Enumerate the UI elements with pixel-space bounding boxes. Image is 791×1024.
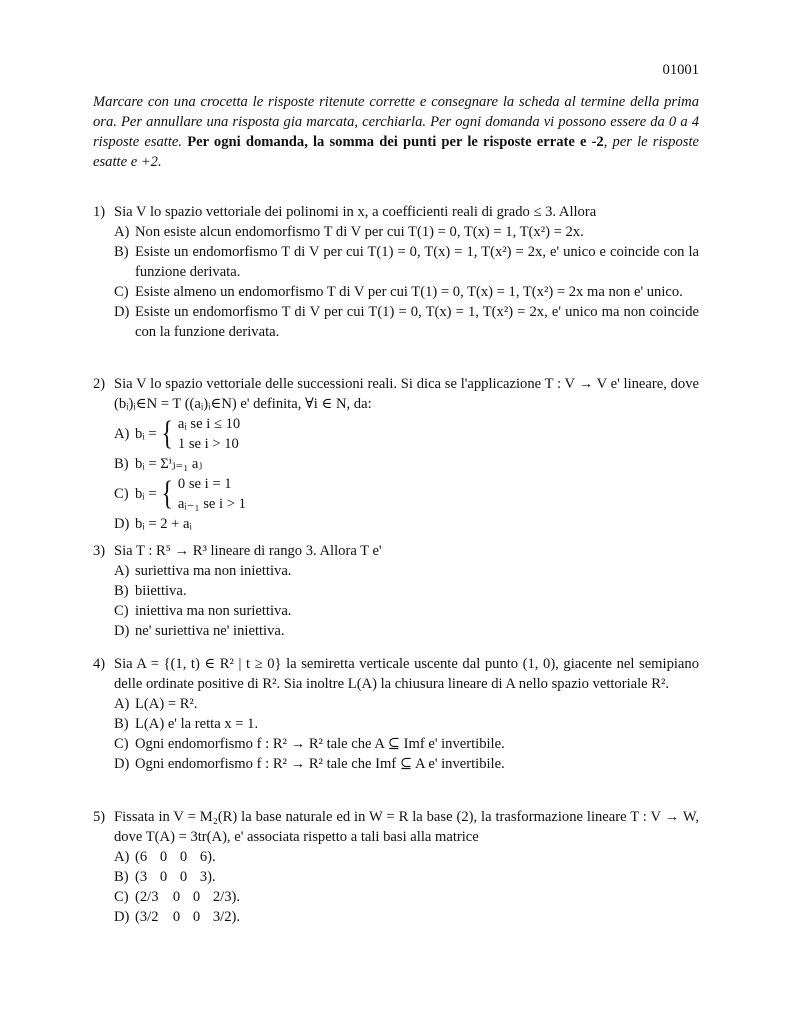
- option-text: ne' suriettiva ne' iniettiva.: [135, 623, 285, 639]
- row-matrix: (3/2 0 0 3/2).: [135, 909, 241, 925]
- matrix-cell: 0: [192, 909, 201, 925]
- period: .: [236, 889, 241, 905]
- matrix-cell: 0: [192, 889, 201, 905]
- question-number: 2): [93, 376, 106, 392]
- question-1: [93, 202, 699, 342]
- option-lhs: bᵢ =: [135, 426, 157, 442]
- question-stem: Sia V lo spazio vettoriale dei polinomi in x, a coefficienti reali di grado ≤ 3. Allora: [114, 204, 597, 220]
- option-label: A): [114, 426, 130, 442]
- case-2: 1 se i > 10: [177, 436, 239, 452]
- matrix-cell: 0: [179, 869, 188, 885]
- option-text: bᵢ = 2 + aᵢ: [135, 516, 192, 532]
- matrix-cell: 3/2: [139, 909, 159, 925]
- option-label: C): [114, 603, 129, 619]
- instructions-italic: Marcare con una crocetta le risposte ritenute corrette e consegnare la scheda al termine della prima ora. Per annullare una risposta gia marcata, cerchiarla. Per ogni domanda vi possono essere da 0 a 4 risposte esatte.: [93, 94, 699, 150]
- option-label: B): [114, 244, 129, 260]
- option-a[interactable]: [93, 561, 699, 581]
- option-a[interactable]: [93, 694, 699, 714]
- option-text: Non esiste alcun endomorfismo T di V per cui T(1) = 0, T(x) = 1, T(x²) = 2x.: [135, 224, 584, 240]
- matrix-cell: 2/3: [212, 889, 232, 905]
- option-label: A): [114, 696, 130, 712]
- option-b[interactable]: [93, 867, 699, 887]
- question-4: [93, 654, 699, 774]
- option-b[interactable]: [93, 581, 699, 601]
- option-label: A): [114, 849, 130, 865]
- option-d[interactable]: [93, 754, 699, 774]
- question-5: [93, 807, 699, 927]
- matrix-cell: 2/3: [139, 889, 159, 905]
- option-a[interactable]: [93, 222, 699, 242]
- option-label: D): [114, 516, 130, 532]
- option-b[interactable]: [93, 714, 699, 734]
- instructions-bold: Per ogni domanda, la somma dei punti per le risposte errate e -2: [187, 134, 604, 150]
- question-3: [93, 541, 699, 641]
- option-text: bᵢ = Σⁱⱼ₌₁ aⱼ: [135, 456, 203, 472]
- option-label: B): [114, 583, 129, 599]
- option-text: Esiste almeno un endomorfismo T di V per cui T(1) = 0, T(x) = 1, T(x²) = 2x ma non e' unico.: [135, 284, 683, 300]
- question-stem: Sia T : R⁵ → R³ lineare di rango 3. Allora T e': [114, 543, 382, 559]
- option-c[interactable]: [93, 887, 699, 907]
- question-stem: Sia V lo spazio vettoriale delle successioni reali. Si dica se l'applicazione T : V → V e' lineare, dove (bᵢ)ᵢ∈N = T ((aᵢ)ᵢ∈N) e' definita, ∀i ∈ N, da:: [114, 376, 699, 412]
- option-label: C): [114, 889, 129, 905]
- option-text: Esiste un endomorfismo T di V per cui T(1) = 0, T(x) = 1, T(x²) = 2x, e' unico ma non coincide con la funzione derivata.: [135, 304, 699, 340]
- option-label: C): [114, 736, 129, 752]
- case-1: aᵢ se i ≤ 10: [177, 416, 241, 432]
- row-matrix: (3 0 0 3).: [135, 869, 216, 885]
- matrix-cell: 0: [159, 869, 168, 885]
- option-b[interactable]: [93, 454, 699, 474]
- option-d[interactable]: [93, 621, 699, 641]
- option-label: A): [114, 563, 130, 579]
- option-label: A): [114, 224, 130, 240]
- option-text: L(A) e' la retta x = 1.: [135, 716, 259, 732]
- option-label: D): [114, 909, 130, 925]
- exam-code: 01001: [662, 62, 699, 78]
- option-label: D): [114, 756, 130, 772]
- option-c[interactable]: [93, 474, 699, 514]
- option-text: iniettiva ma non suriettiva.: [135, 603, 292, 619]
- option-text: Esiste un endomorfismo T di V per cui T(1) = 0, T(x) = 1, T(x²) = 2x, e' unico e coincide con la funzione derivata.: [135, 244, 699, 280]
- question-number: 1): [93, 204, 106, 220]
- option-c[interactable]: [93, 282, 699, 302]
- question-stem: Fissata in V = M₂(R) la base naturale ed in W = R la base (2), la trasformazione lineare T : V → W, dove T(A) = 3tr(A), e' associata rispetto a tali basi alla matrice: [114, 809, 699, 845]
- option-text: L(A) = R².: [135, 696, 198, 712]
- option-text: suriettiva ma non iniettiva.: [135, 563, 292, 579]
- option-d[interactable]: [93, 302, 699, 342]
- matrix-cell: 3: [139, 869, 148, 885]
- matrix-cell: 0: [172, 909, 181, 925]
- matrix-cell: 0: [159, 849, 168, 865]
- question-number: 5): [93, 809, 106, 825]
- period: .: [212, 849, 216, 865]
- option-text: Ogni endomorfismo f : R² → R² tale che Imf ⊆ A e' invertibile.: [135, 756, 505, 772]
- question-2: [93, 374, 699, 534]
- question-number: 3): [93, 543, 106, 559]
- option-d[interactable]: [93, 907, 699, 927]
- option-c[interactable]: [93, 601, 699, 621]
- option-d[interactable]: [93, 514, 699, 534]
- option-text: Ogni endomorfismo f : R² → R² tale che A ⊆ Imf e' invertibile.: [135, 736, 505, 752]
- option-label: B): [114, 456, 129, 472]
- matrix-cell: 3/2: [212, 909, 232, 925]
- row-matrix: (2/3 0 0 2/3).: [135, 889, 241, 905]
- matrix-cell: 0: [172, 889, 181, 905]
- period: .: [236, 909, 241, 925]
- instructions: [93, 92, 699, 172]
- left-brace-icon: {: [161, 415, 173, 452]
- instructions-tail: , per le risposte esatte e +2.: [93, 134, 699, 170]
- left-brace-icon: {: [161, 475, 173, 512]
- option-lhs: bᵢ =: [135, 486, 157, 502]
- matrix-cell: 6: [199, 849, 208, 865]
- option-label: B): [114, 869, 129, 885]
- option-a[interactable]: [93, 847, 699, 867]
- case-2: aᵢ₋₁ se i > 1: [177, 496, 246, 512]
- option-b[interactable]: [93, 242, 699, 282]
- option-text: biiettiva.: [135, 583, 187, 599]
- option-a[interactable]: [93, 414, 699, 454]
- option-label: B): [114, 716, 129, 732]
- option-label: D): [114, 623, 130, 639]
- matrix-cell: 6: [139, 849, 148, 865]
- option-label: D): [114, 304, 130, 320]
- question-stem: Sia A = {(1, t) ∈ R² | t ≥ 0} la semiretta verticale uscente dal punto (1, 0), giacente nel semipiano delle ordinate positive di R². Sia inoltre L(A) la chiusura lineare di A nello spazio vettoriale R².: [114, 656, 699, 692]
- case-1: 0 se i = 1: [177, 476, 232, 492]
- matrix-cell: 3: [199, 869, 208, 885]
- option-label: C): [114, 284, 129, 300]
- option-c[interactable]: [93, 734, 699, 754]
- option-label: C): [114, 486, 129, 502]
- matrix-cell: 0: [179, 849, 188, 865]
- period: .: [212, 869, 216, 885]
- question-number: 4): [93, 656, 106, 672]
- row-matrix: (6 0 0 6).: [135, 849, 216, 865]
